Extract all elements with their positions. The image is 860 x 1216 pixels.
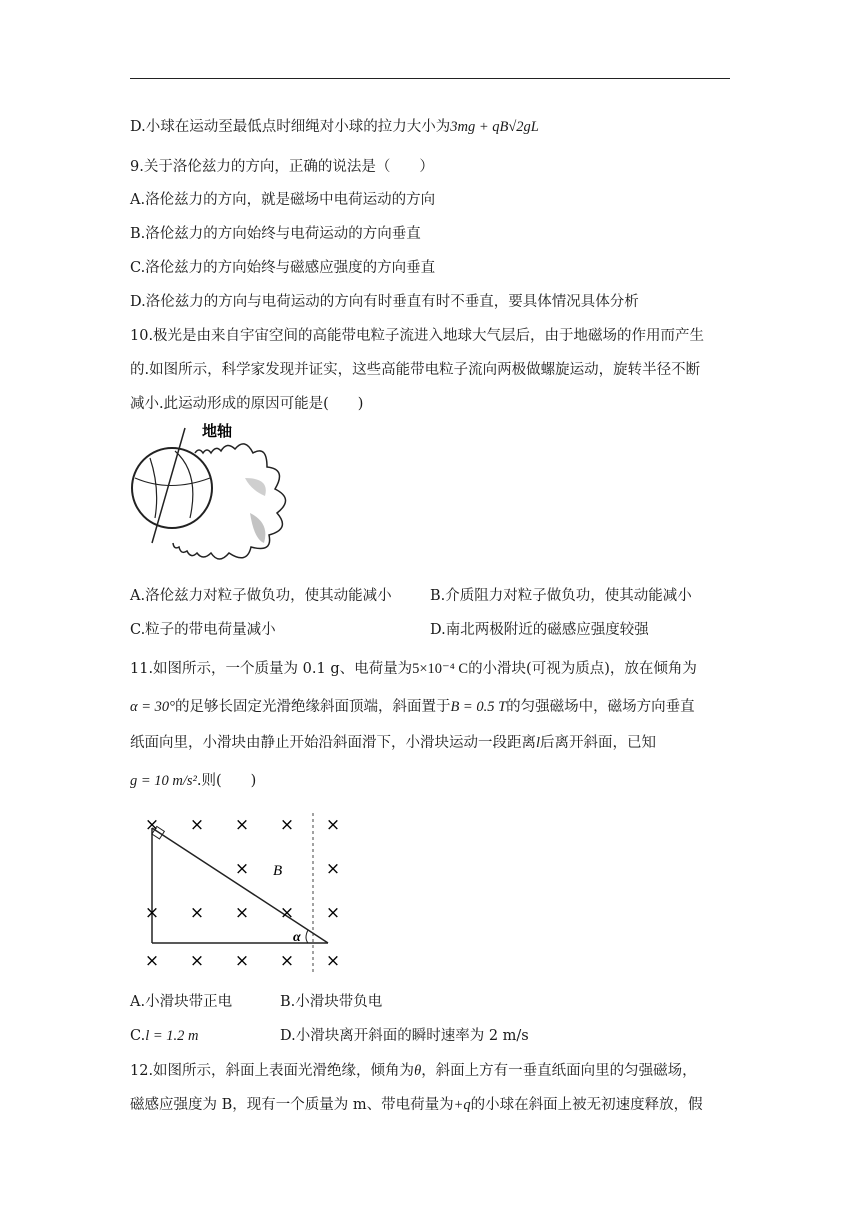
field-cross-mark: × [234,859,250,879]
incline-figure [130,808,360,978]
q12-line1: 12.如图所示，斜面上表面光滑绝缘，倾角为θ，斜面上方有一垂直纸面向里的匀强磁场， [130,1063,697,1079]
field-cross-mark: × [325,815,341,835]
field-cross-mark: × [279,951,295,971]
field-cross-mark: × [279,903,295,923]
field-cross-mark: × [279,815,295,835]
q12-line2: 磁感应强度为 B，现有一个质量为 m、带电荷量为+q的小球在斜面上被无初速度释放，假 [130,1097,703,1113]
field-cross-mark: × [234,903,250,923]
q9-option-a: A.洛伦兹力的方向，就是磁场中电荷运动的方向 [130,192,436,208]
q10-option-c: C.粒子的带电荷量减小 [130,622,276,638]
angle-label-alpha: α [293,930,301,945]
q10-option-a: A.洛伦兹力对粒子做负功，使其动能减小 [130,588,392,604]
q8-option-d: D.小球在运动至最低点时细绳对小球的拉力大小为3mg + qB√2gL [130,119,539,135]
aurora-figure [130,418,300,573]
field-cross-mark: × [189,951,205,971]
q10-stem-line1: 10.极光是由来自宇宙空间的高能带电粒子流进入地球大气层后，由于地磁场的作用而产生 [130,328,705,344]
q11-stem-line2: α = 30°的足够长固定光滑绝缘斜面顶端，斜面置于B = 0.5 T的匀强磁场中，磁场方向垂直 [130,699,695,715]
q11-stem-line4: g = 10 m/s².则( ) [130,773,257,789]
q9-stem: 9.关于洛伦兹力的方向，正确的说法是（ ） [130,159,434,175]
field-cross-mark: × [144,815,160,835]
field-cross-mark: × [144,903,160,923]
field-cross-mark: × [189,903,205,923]
q10-stem-line2: 的.如图所示，科学家发现并证实，这些高能带电粒子流向两极做螺旋运动，旋转半径不断 [130,362,701,378]
header-rule [130,78,730,79]
field-cross-mark: × [234,815,250,835]
q11-option-b: B.小滑块带负电 [280,994,383,1010]
q11-option-c: C.l = 1.2 m [130,1028,199,1044]
field-label-B: B [273,863,283,879]
q8-optionD-formula: 3mg + qB√2gL [450,119,539,135]
q10-stem-line3: 减小.此运动形成的原因可能是( ) [130,396,364,412]
axis-label: 地轴 [202,422,233,440]
field-cross-mark: × [234,951,250,971]
q9-option-b: B.洛伦兹力的方向始终与电荷运动的方向垂直 [130,226,421,242]
q9-option-c: C.洛伦兹力的方向始终与磁感应强度的方向垂直 [130,260,436,276]
q10-option-d: D.南北两极附近的磁感应强度较强 [430,622,649,638]
field-cross-mark: × [325,859,341,879]
q9-option-d: D.洛伦兹力的方向与电荷运动的方向有时垂直有时不垂直，要具体情况具体分析 [130,294,639,310]
field-cross-mark: × [189,815,205,835]
q10-option-b: B.介质阻力对粒子做负功，使其动能减小 [430,588,692,604]
q11-stem-line1: 11.如图所示，一个质量为 0.1 g、电荷量为5×10⁻⁴ C的小滑块(可视为质点)，放在倾角为 [130,661,697,677]
field-cross-mark: × [325,903,341,923]
q11-option-d: D.小滑块离开斜面的瞬时速率为 2 m/s [280,1028,529,1044]
field-cross-mark: × [325,951,341,971]
q11-option-a: A.小滑块带正电 [130,994,233,1010]
field-cross-mark: × [144,951,160,971]
q11-stem-line3: 纸面向里，小滑块由静止开始沿斜面滑下，小滑块运动一段距离l后离开斜面，已知 [130,735,657,751]
